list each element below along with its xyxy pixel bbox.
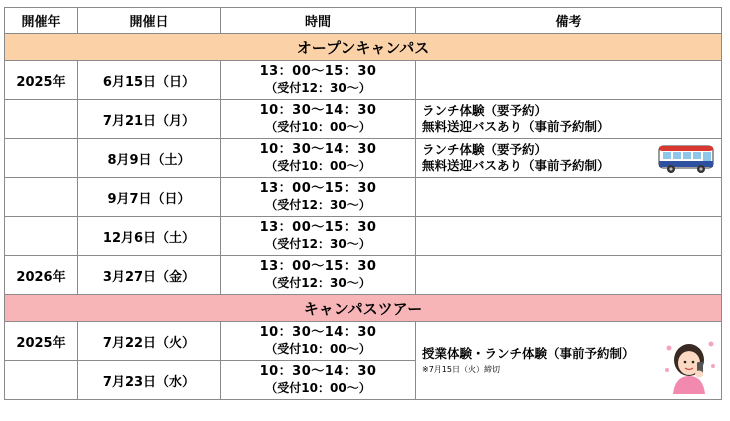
year-cell (5, 139, 78, 178)
note-cell (416, 61, 722, 100)
date-cell: 12月6日（土） (78, 217, 221, 256)
note-lunch: ランチ体験（要予約） (422, 103, 548, 118)
reception-time: （受付12：30～） (265, 198, 371, 212)
table-row (5, 322, 722, 361)
year-cell: 2026年 (5, 256, 78, 295)
header-row (5, 8, 722, 34)
note-cell-merged (416, 322, 722, 400)
time-cell (221, 361, 416, 400)
section-title-campus-tour: キャンパスツアー (5, 295, 722, 322)
header-year: 開催年 (5, 8, 78, 34)
table-row (5, 139, 722, 178)
note-cell (416, 139, 722, 178)
time-range: 13：00～15：30 (259, 64, 377, 79)
time-cell (221, 322, 416, 361)
date-cell: 7月22日（火） (78, 322, 221, 361)
time-range: 13：00～15：30 (259, 259, 377, 274)
reception-time: （受付10：00～） (265, 120, 371, 134)
year-cell: 2025年 (5, 322, 78, 361)
reception-time: （受付10：00～） (265, 159, 371, 173)
time-range: 13：00～15：30 (259, 220, 377, 235)
section-row-open-campus (5, 34, 722, 61)
table-row (5, 100, 722, 139)
time-cell (221, 61, 416, 100)
table-row (5, 61, 722, 100)
time-cell (221, 100, 416, 139)
date-cell: 9月7日（日） (78, 178, 221, 217)
date-cell: 7月21日（月） (78, 100, 221, 139)
date-cell: 3月27日（金） (78, 256, 221, 295)
reception-time: （受付12：30～） (265, 237, 371, 251)
note-bus: 無料送迎バスあり（事前予約制） (422, 158, 610, 173)
time-cell (221, 139, 416, 178)
year-cell (5, 361, 78, 400)
time-range: 10：30～14：30 (259, 325, 377, 340)
note-lunch: ランチ体験（要予約） (422, 142, 548, 157)
date-cell: 8月9日（土） (78, 139, 221, 178)
time-range: 13：00～15：30 (259, 181, 377, 196)
time-range: 10：30～14：30 (259, 364, 377, 379)
note-bus: 無料送迎バスあり（事前予約制） (422, 119, 610, 134)
time-cell (221, 178, 416, 217)
header-time: 時間 (221, 8, 416, 34)
date-cell: 6月15日（日） (78, 61, 221, 100)
year-cell (5, 178, 78, 217)
reception-time: （受付10：00～） (265, 342, 371, 356)
note-cell (416, 217, 722, 256)
time-cell (221, 256, 416, 295)
year-cell (5, 100, 78, 139)
year-cell: 2025年 (5, 61, 78, 100)
girl-phone-icon (661, 336, 717, 400)
table-row (5, 256, 722, 295)
note-cell (416, 256, 722, 295)
note-deadline: ※7月15日（火）締切 (422, 365, 500, 374)
header-date: 開催日 (78, 8, 221, 34)
year-cell (5, 217, 78, 256)
date-cell: 7月23日（水） (78, 361, 221, 400)
time-range: 10：30～14：30 (259, 142, 377, 157)
section-row-campus-tour (5, 295, 722, 322)
section-title-open-campus: オープンキャンパス (5, 34, 722, 61)
reception-time: （受付12：30～） (265, 276, 371, 290)
table-row (5, 217, 722, 256)
bus-icon (657, 143, 715, 175)
note-cell (416, 178, 722, 217)
time-cell (221, 217, 416, 256)
note-class-lunch: 授業体験・ランチ体験（事前予約制） (422, 346, 635, 361)
note-cell (416, 100, 722, 139)
schedule-table (4, 7, 722, 400)
reception-time: （受付10：00～） (265, 381, 371, 395)
header-note: 備考 (416, 8, 722, 34)
reception-time: （受付12：30～） (265, 81, 371, 95)
time-range: 10：30～14：30 (259, 103, 377, 118)
table-row (5, 178, 722, 217)
